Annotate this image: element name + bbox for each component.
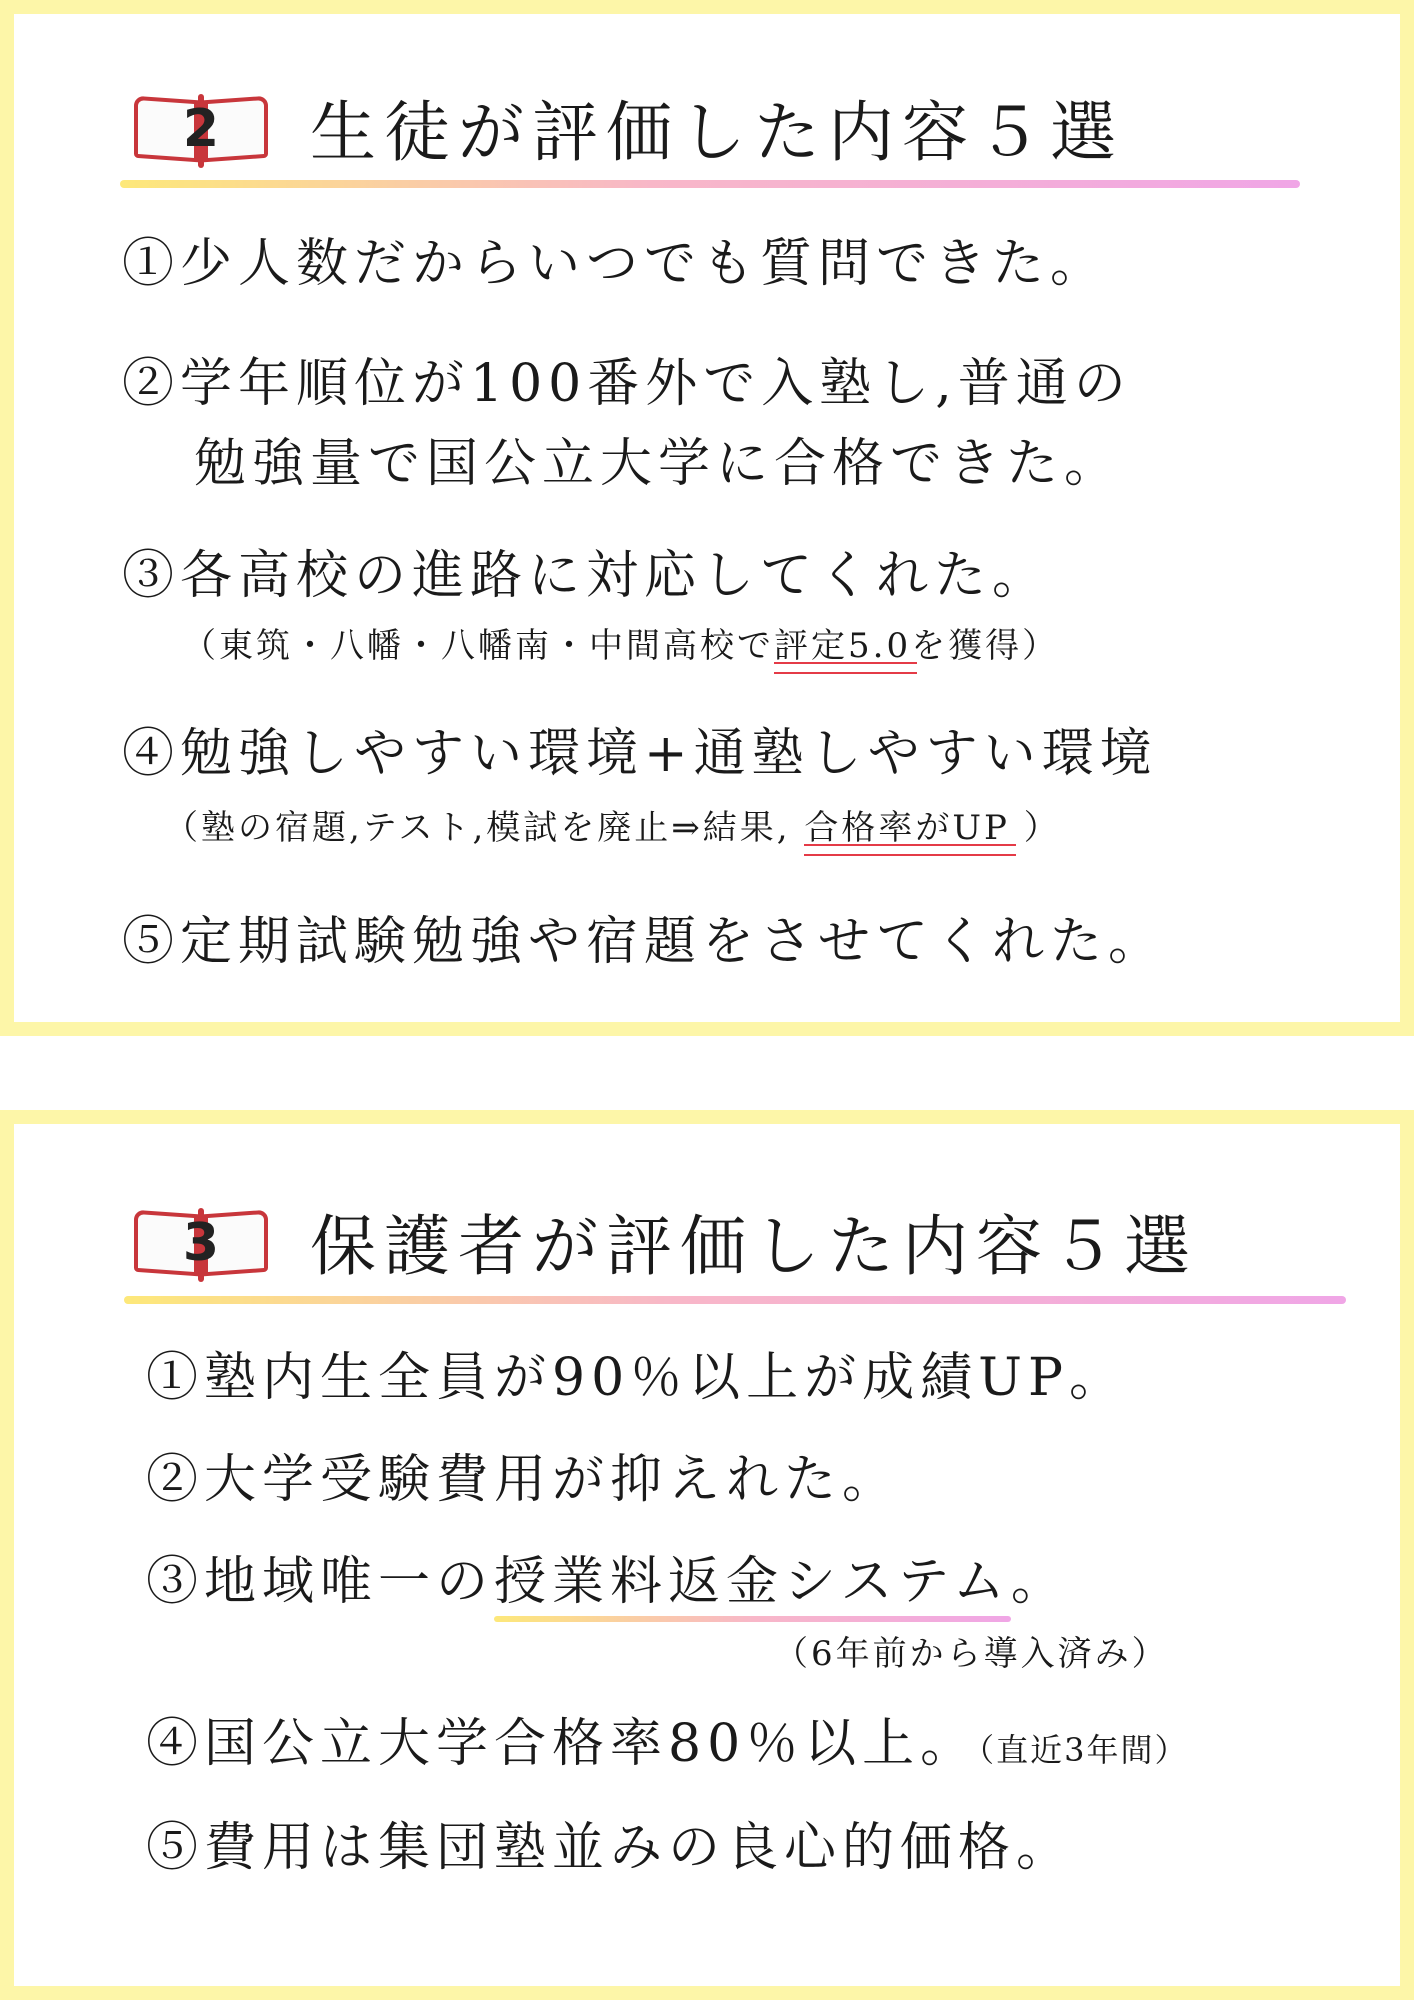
student-item-4-note: （塾の宿題,テスト,模試を廃止⇒結果, 合格率がUP ） [164, 808, 1061, 848]
parent-item-4-note: （直近3年間） [978, 1731, 1189, 1769]
parent-item-4: ④国公立大学合格率80％以上。（直近3年間） [146, 1714, 1189, 1774]
open-book-icon [132, 1204, 270, 1290]
title-underline [120, 180, 1300, 188]
open-book-icon [132, 90, 270, 176]
parent-evaluation-card [0, 1110, 1414, 2000]
student-item-2-line-2: 勉強量で国公立大学に合格できた。 [194, 434, 1123, 494]
section-number: 3 [182, 1213, 220, 1273]
student-item-3: ③各高校の進路に対応してくれた。 [122, 546, 1051, 606]
parent-item-5: ⑤費用は集団塾並みの良心的価格。 [146, 1818, 1075, 1878]
student-item-4: ④勉強しやすい環境+通塾しやすい環境 [122, 724, 1158, 784]
student-item-3-note: （東筑・八幡・八幡南・中間高校で評定5.0を獲得） [182, 626, 1060, 666]
parent-item-3: ③地域唯一の授業料返金システム。 [146, 1546, 1069, 1618]
title-underline [124, 1296, 1346, 1304]
parent-item-3-note: （6年前から導入済み） [774, 1634, 1169, 1674]
section-title: 保護者が評価した内容５選 [310, 1208, 1198, 1285]
parent-section-heading [132, 1204, 1198, 1290]
student-item-5: ⑤定期試験勉強や宿題をさせてくれた。 [122, 912, 1167, 972]
section-title: 生徒が評価した内容５選 [310, 94, 1124, 171]
parent-item-2: ②大学受験費用が抑えれた。 [146, 1450, 901, 1510]
parent-item-1: ①塾内生全員が90％以上が成績UP。 [146, 1348, 1127, 1408]
refund-system-highlight: 授業料返金システム [494, 1546, 1011, 1618]
student-section-heading [132, 90, 1124, 176]
pass-rate-highlight: 合格率がUP [804, 808, 1010, 848]
section-number: 2 [182, 99, 220, 159]
rating-highlight: 評定5.0 [774, 626, 912, 666]
student-item-2-line-1: ②学年順位が100番外で入塾し,普通の [122, 354, 1132, 414]
student-item-1: ①少人数だからいつでも質問できた。 [122, 234, 1109, 294]
